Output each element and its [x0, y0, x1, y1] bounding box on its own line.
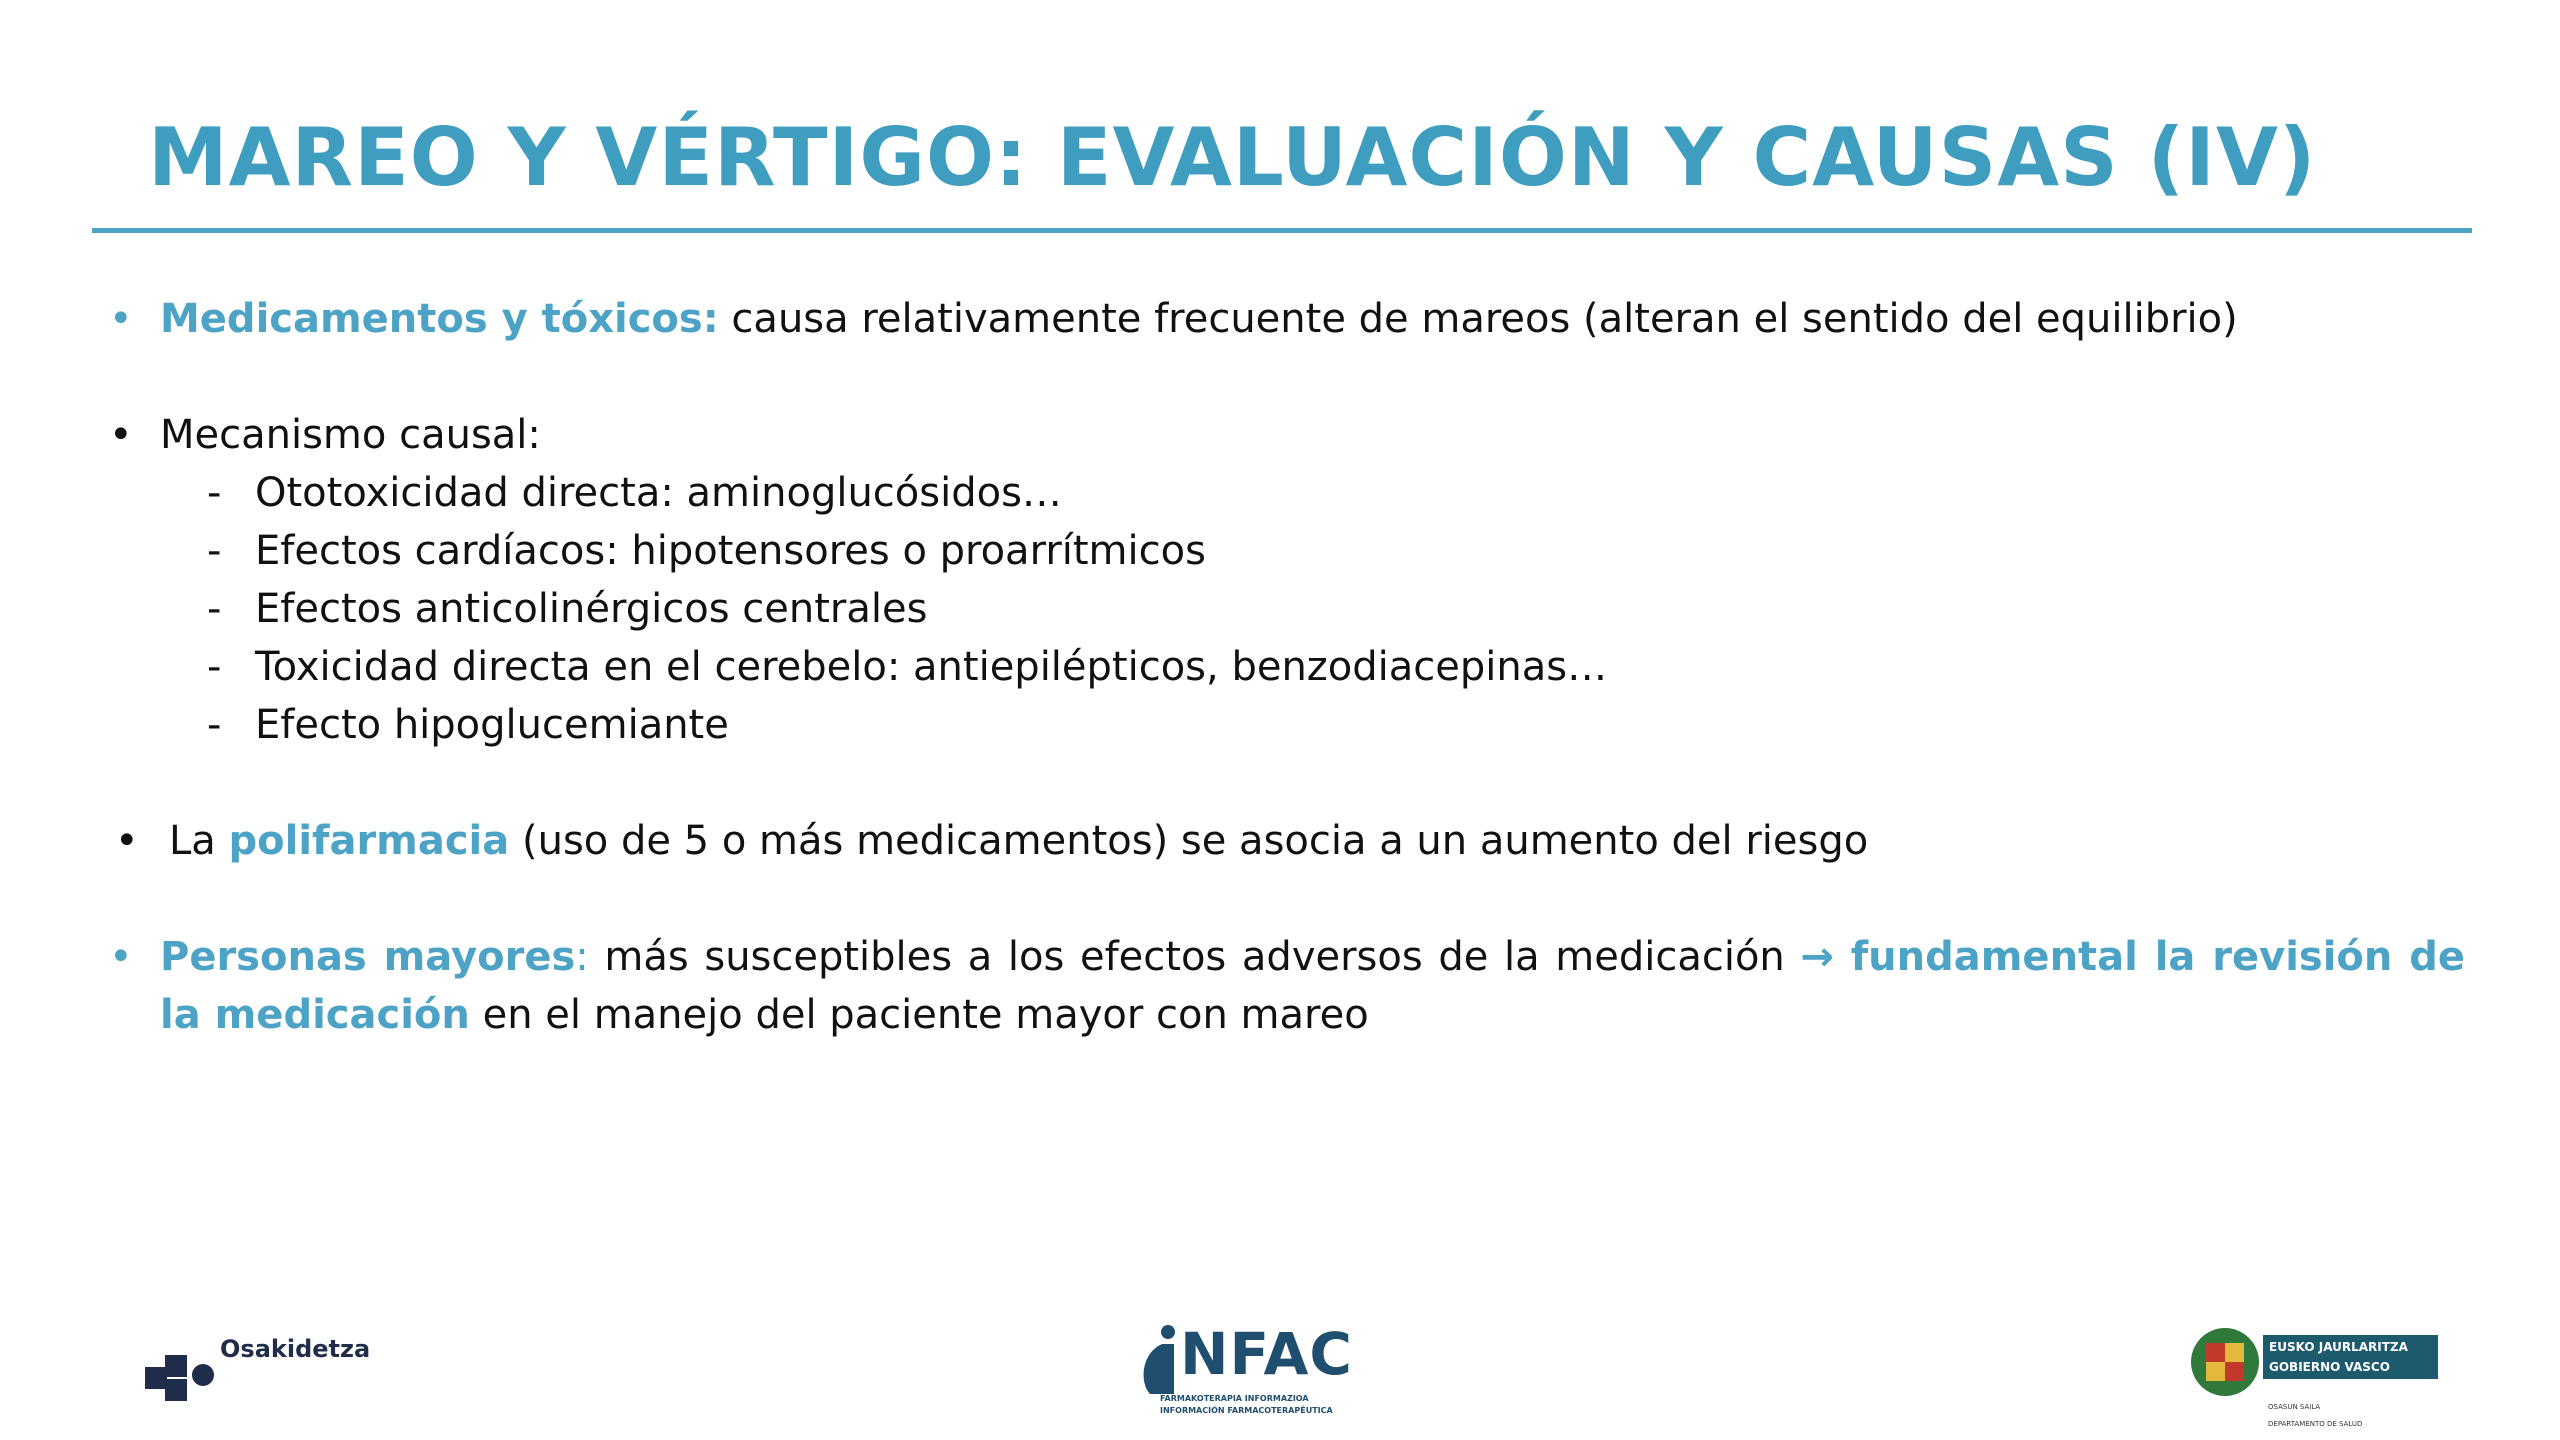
infac-logo — [1140, 1320, 1360, 1430]
gv-line-1: EUSKO JAURLARITZA — [2269, 1340, 2408, 1354]
infac-subtitle-1: FARMAKOTERAPIA INFORMAZIOA — [1160, 1394, 1309, 1403]
bullet-mecanismo — [105, 406, 2465, 464]
dash-marker: - — [207, 702, 222, 748]
dash-marker: - — [207, 644, 222, 690]
slide-title: MAREO Y VÉRTIGO: EVALUACIÓN Y CAUSAS (IV) — [148, 111, 2317, 204]
gobierno-vasco-logo — [2188, 1325, 2448, 1435]
bullet-highlight-2: fundamental la revisión de la medicación — [160, 934, 2466, 1038]
bullet-medicamentos — [105, 290, 2465, 348]
bullet-text-post: (uso de 5 o más medicamentos) se asocia a un aumento del riesgo — [509, 818, 1869, 864]
bullet-dot: • — [109, 296, 133, 342]
sublist-item — [105, 580, 2465, 638]
infac-subtitle-2: INFORMACIÓN FARMACOTERAPÉUTICA — [1160, 1406, 1333, 1415]
bullet-dot: • — [109, 412, 133, 458]
spacer — [105, 754, 2465, 812]
bullet-highlight: polifarmacia — [228, 818, 510, 864]
sublist-item — [105, 464, 2465, 522]
bullet-personas-mayores — [105, 928, 2465, 1044]
infac-word: NFAC — [1180, 1320, 1353, 1388]
bullet-text-2: en el manejo del paciente mayor con mareo — [469, 992, 1369, 1038]
bullet-text: causa relativamente frecuente de mareos (alteran el sentido del equilibrio) — [718, 296, 2238, 342]
sublist-item-text: Efectos cardíacos: hipotensores o proarrítmicos — [255, 528, 1206, 574]
slide-content — [105, 290, 2465, 1044]
sublist-item-text: Toxicidad directa en el cerebelo: antiepilépticos, benzodiacepinas… — [255, 644, 1608, 690]
osakidetza-label: Osakidetza — [220, 1335, 371, 1363]
bullet-dot: • — [115, 818, 139, 864]
dash-marker: - — [207, 528, 222, 574]
bullet-text: Mecanismo causal: — [160, 412, 541, 458]
osakidetza-logo — [145, 1335, 405, 1415]
sublist-item — [105, 522, 2465, 580]
bullet-polifarmacia — [105, 812, 2465, 870]
bullet-text-pre: La — [169, 818, 229, 864]
gv-line-2: GOBIERNO VASCO — [2269, 1360, 2390, 1374]
osakidetza-cross-icon — [145, 1335, 225, 1415]
bullet-highlight: Personas mayores — [160, 934, 576, 980]
spacer — [105, 348, 2465, 406]
gv-small-2: DEPARTAMENTO DE SALUD — [2268, 1420, 2363, 1428]
bullet-text: más susceptibles a los efectos adversos de la medicación — [588, 934, 1801, 980]
sublist-item — [105, 696, 2465, 754]
dash-marker: - — [207, 470, 222, 516]
spacer — [105, 870, 2465, 928]
gv-small-1: OSASUN SAILA — [2268, 1403, 2321, 1411]
title-underline — [92, 228, 2472, 233]
sublist-item — [105, 638, 2465, 696]
sublist-item-text: Ototoxicidad directa: aminoglucósidos… — [255, 470, 1062, 516]
arrow-right-icon: → — [1800, 934, 1834, 980]
sublist-item-text: Efecto hipoglucemiante — [255, 702, 729, 748]
dash-marker: - — [207, 586, 222, 632]
bullet-highlight: Medicamentos y tóxicos: — [160, 296, 719, 342]
bullet-dot: • — [109, 934, 133, 980]
gobierno-vasco-band — [2263, 1335, 2438, 1379]
sublist-item-text: Efectos anticolinérgicos centrales — [255, 586, 928, 632]
mecanismo-sublist — [105, 464, 2465, 754]
coat-of-arms-icon — [2188, 1325, 2263, 1400]
bullet-colon: : — [575, 934, 589, 980]
